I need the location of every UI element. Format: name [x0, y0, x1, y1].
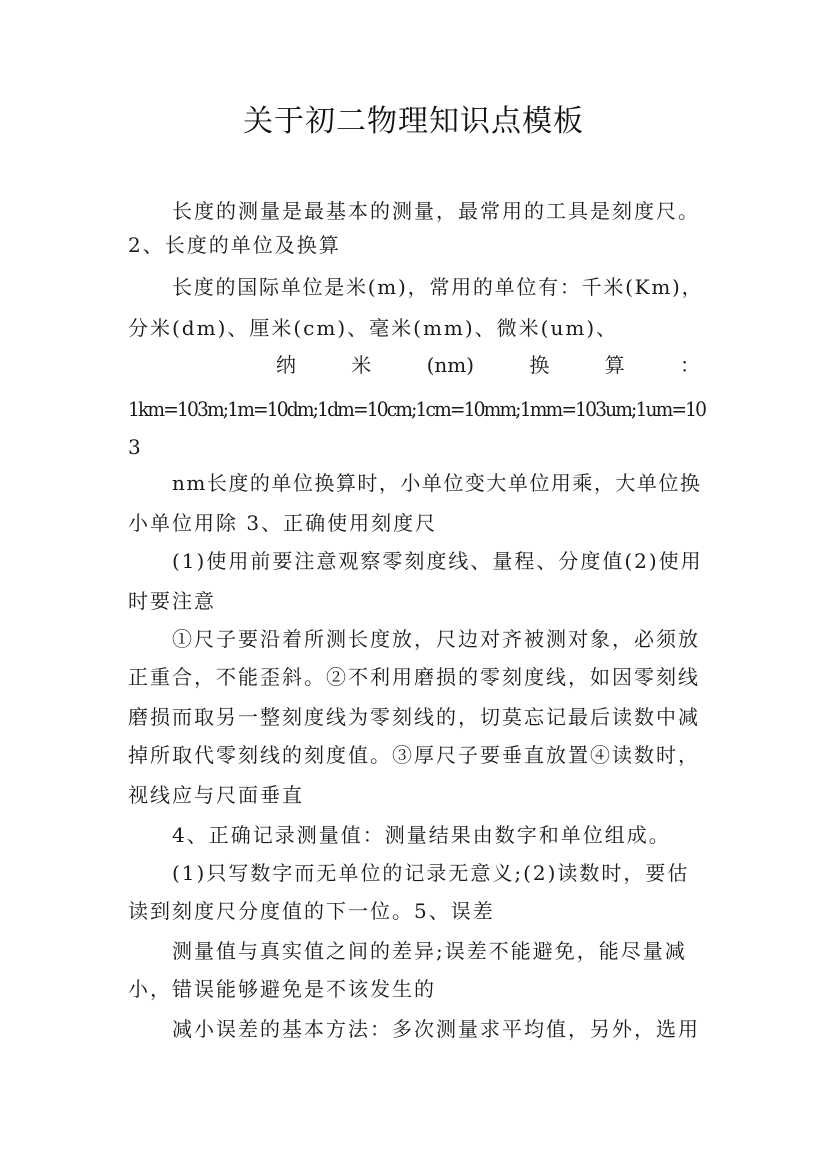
formula-line: 1km=103m;1m=10dm;1dm=10cm;1cm=10mm;1mm=103um;1um=10 — [128, 397, 706, 421]
justified-word: 换 — [529, 353, 550, 377]
paragraph-line: (1)只写数字而无单位的记录无意义;(2)读数时，要估 — [172, 861, 690, 885]
justified-word: (nm) — [426, 353, 475, 377]
document-title: 关于初二物理知识点模板 — [243, 104, 584, 139]
paragraph-line: 视线应与尺面垂直 — [128, 783, 304, 807]
paragraph-line: 测量值与真实值之间的差异;误差不能避免，能尽量减 — [172, 939, 687, 963]
justified-word: 米 — [351, 353, 372, 377]
justified-line — [128, 350, 700, 380]
paragraph-line: 长度的测量是最基本的测量，最常用的工具是刻度尺。 — [172, 199, 700, 223]
paragraph-line: 掉所取代零刻线的刻度值。③厚尺子要垂直放置④读数时， — [128, 743, 700, 767]
paragraph-line: nm长度的单位换算时，小单位变大单位用乘，大单位换 — [172, 471, 702, 495]
paragraph-line: 磨损而取另一整刻度线为零刻线的，切莫忘记最后读数中减 — [128, 705, 700, 729]
paragraph-line: ①尺子要沿着所测长度放，尺边对齐被测对象，必须放 — [172, 627, 700, 651]
paragraph-line: 小，错误能够避免是不该发生的 — [128, 977, 436, 1001]
justified-word: ： — [679, 353, 700, 377]
justified-word: 算 — [604, 353, 625, 377]
paragraph-line: 小单位用除 3、正确使用刻度尺 — [128, 511, 438, 535]
formula-line: 3 — [128, 435, 143, 459]
paragraph-line: 正重合，不能歪斜。②不利用磨损的零刻度线，如因零刻线 — [128, 665, 700, 689]
justified-word: 纳 — [276, 353, 296, 377]
paragraph-line: 读到刻度尺分度值的下一位。5、误差 — [128, 899, 495, 923]
paragraph-line: 时要注意 — [128, 589, 216, 613]
paragraph-line: 长度的国际单位是米(m)，常用的单位有：千米(Km)， — [172, 275, 704, 299]
paragraph-line: 分米(dm)、厘米(cm)、毫米(mm)、微米(um)、 — [128, 316, 619, 340]
section-heading: 2、长度的单位及换算 — [128, 233, 341, 257]
paragraph-line: (1)使用前要注意观察零刻度线、量程、分度值(2)使用 — [172, 549, 703, 573]
paragraph-line: 4、正确记录测量值：测量结果由数字和单位组成。 — [172, 823, 671, 847]
paragraph-line: 减小误差的基本方法：多次测量求平均值，另外，选用 — [172, 1017, 700, 1041]
